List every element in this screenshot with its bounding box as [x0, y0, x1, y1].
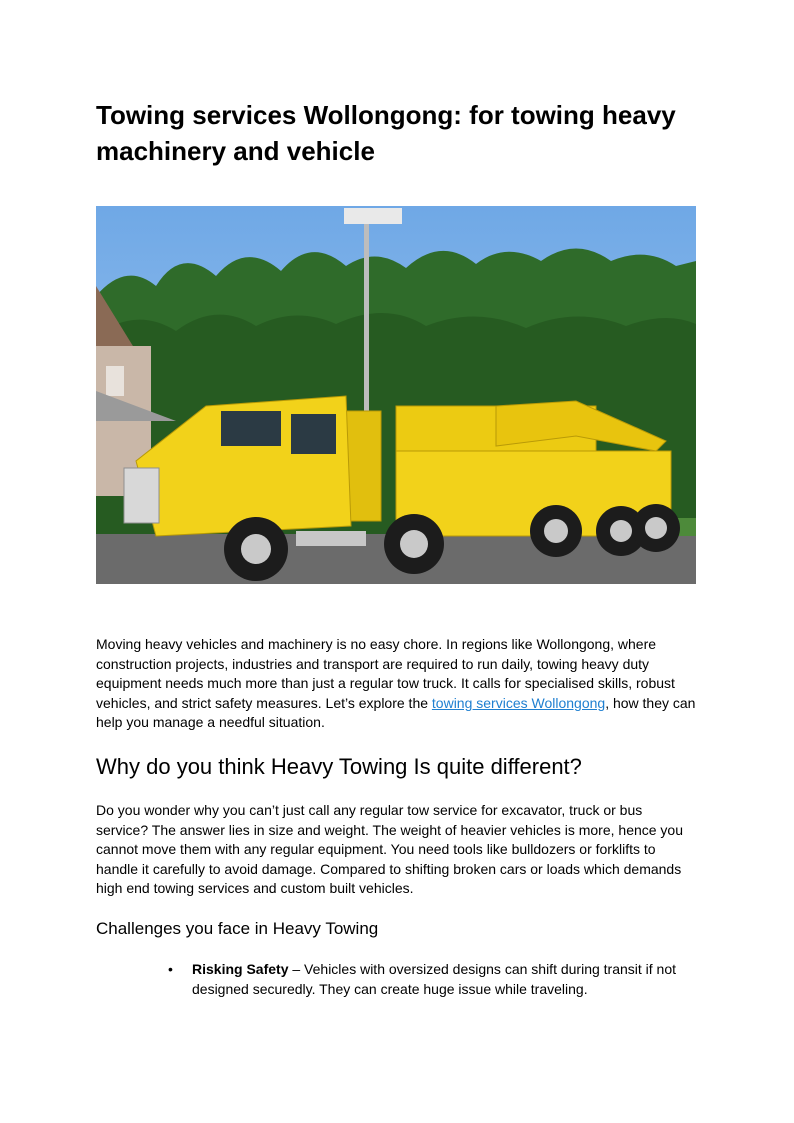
list-item [168, 960, 696, 999]
challenges-list [168, 960, 696, 999]
list-item-label: Risking Safety [192, 961, 289, 977]
towing-services-link[interactable]: towing services Wollongong [431, 694, 606, 711]
tow-truck-illustration [96, 206, 696, 584]
intro-paragraph [96, 635, 696, 733]
list-item-text: – Vehicles with oversized designs can shift during transit if not designed securedly. They can create huge issue while traveling. [192, 961, 677, 997]
section-heading-heavy-towing: Why do you think Heavy Towing Is quite different? [96, 754, 582, 779]
hero-image [96, 206, 696, 584]
intro-text-after-link: , how they can help you manage a needful situation. [96, 694, 696, 730]
heavy-towing-paragraph: Do you wonder why you can’t just call any regular tow service for excavator, truck or bus service? The answer lies in size and weight. The weight of heavier vehicles is more, hence you cannot move them with any regular equipment. You need tools like bulldozers or forklifts to handle it carefully to avoid damage. Compared to shifting broken cars or loads which demands high end towing services and custom built vehicles. [96, 802, 684, 896]
bullet-icon: • [168, 961, 173, 977]
intro-text-before-link: Moving heavy vehicles and machinery is no easy chore. In regions like Wollongong, where construction projects, industries and transport are required to run daily, towing heavy duty equipment needs much more than just a regular tow truck. It calls for specialised skills, robust vehicles, and strict safety measures. Let’s explore the [96, 636, 675, 711]
section-heading-challenges: Challenges you face in Heavy Towing [96, 919, 379, 938]
page-title: Towing services Wollongong: for towing heavy machinery and vehicle [96, 100, 676, 166]
